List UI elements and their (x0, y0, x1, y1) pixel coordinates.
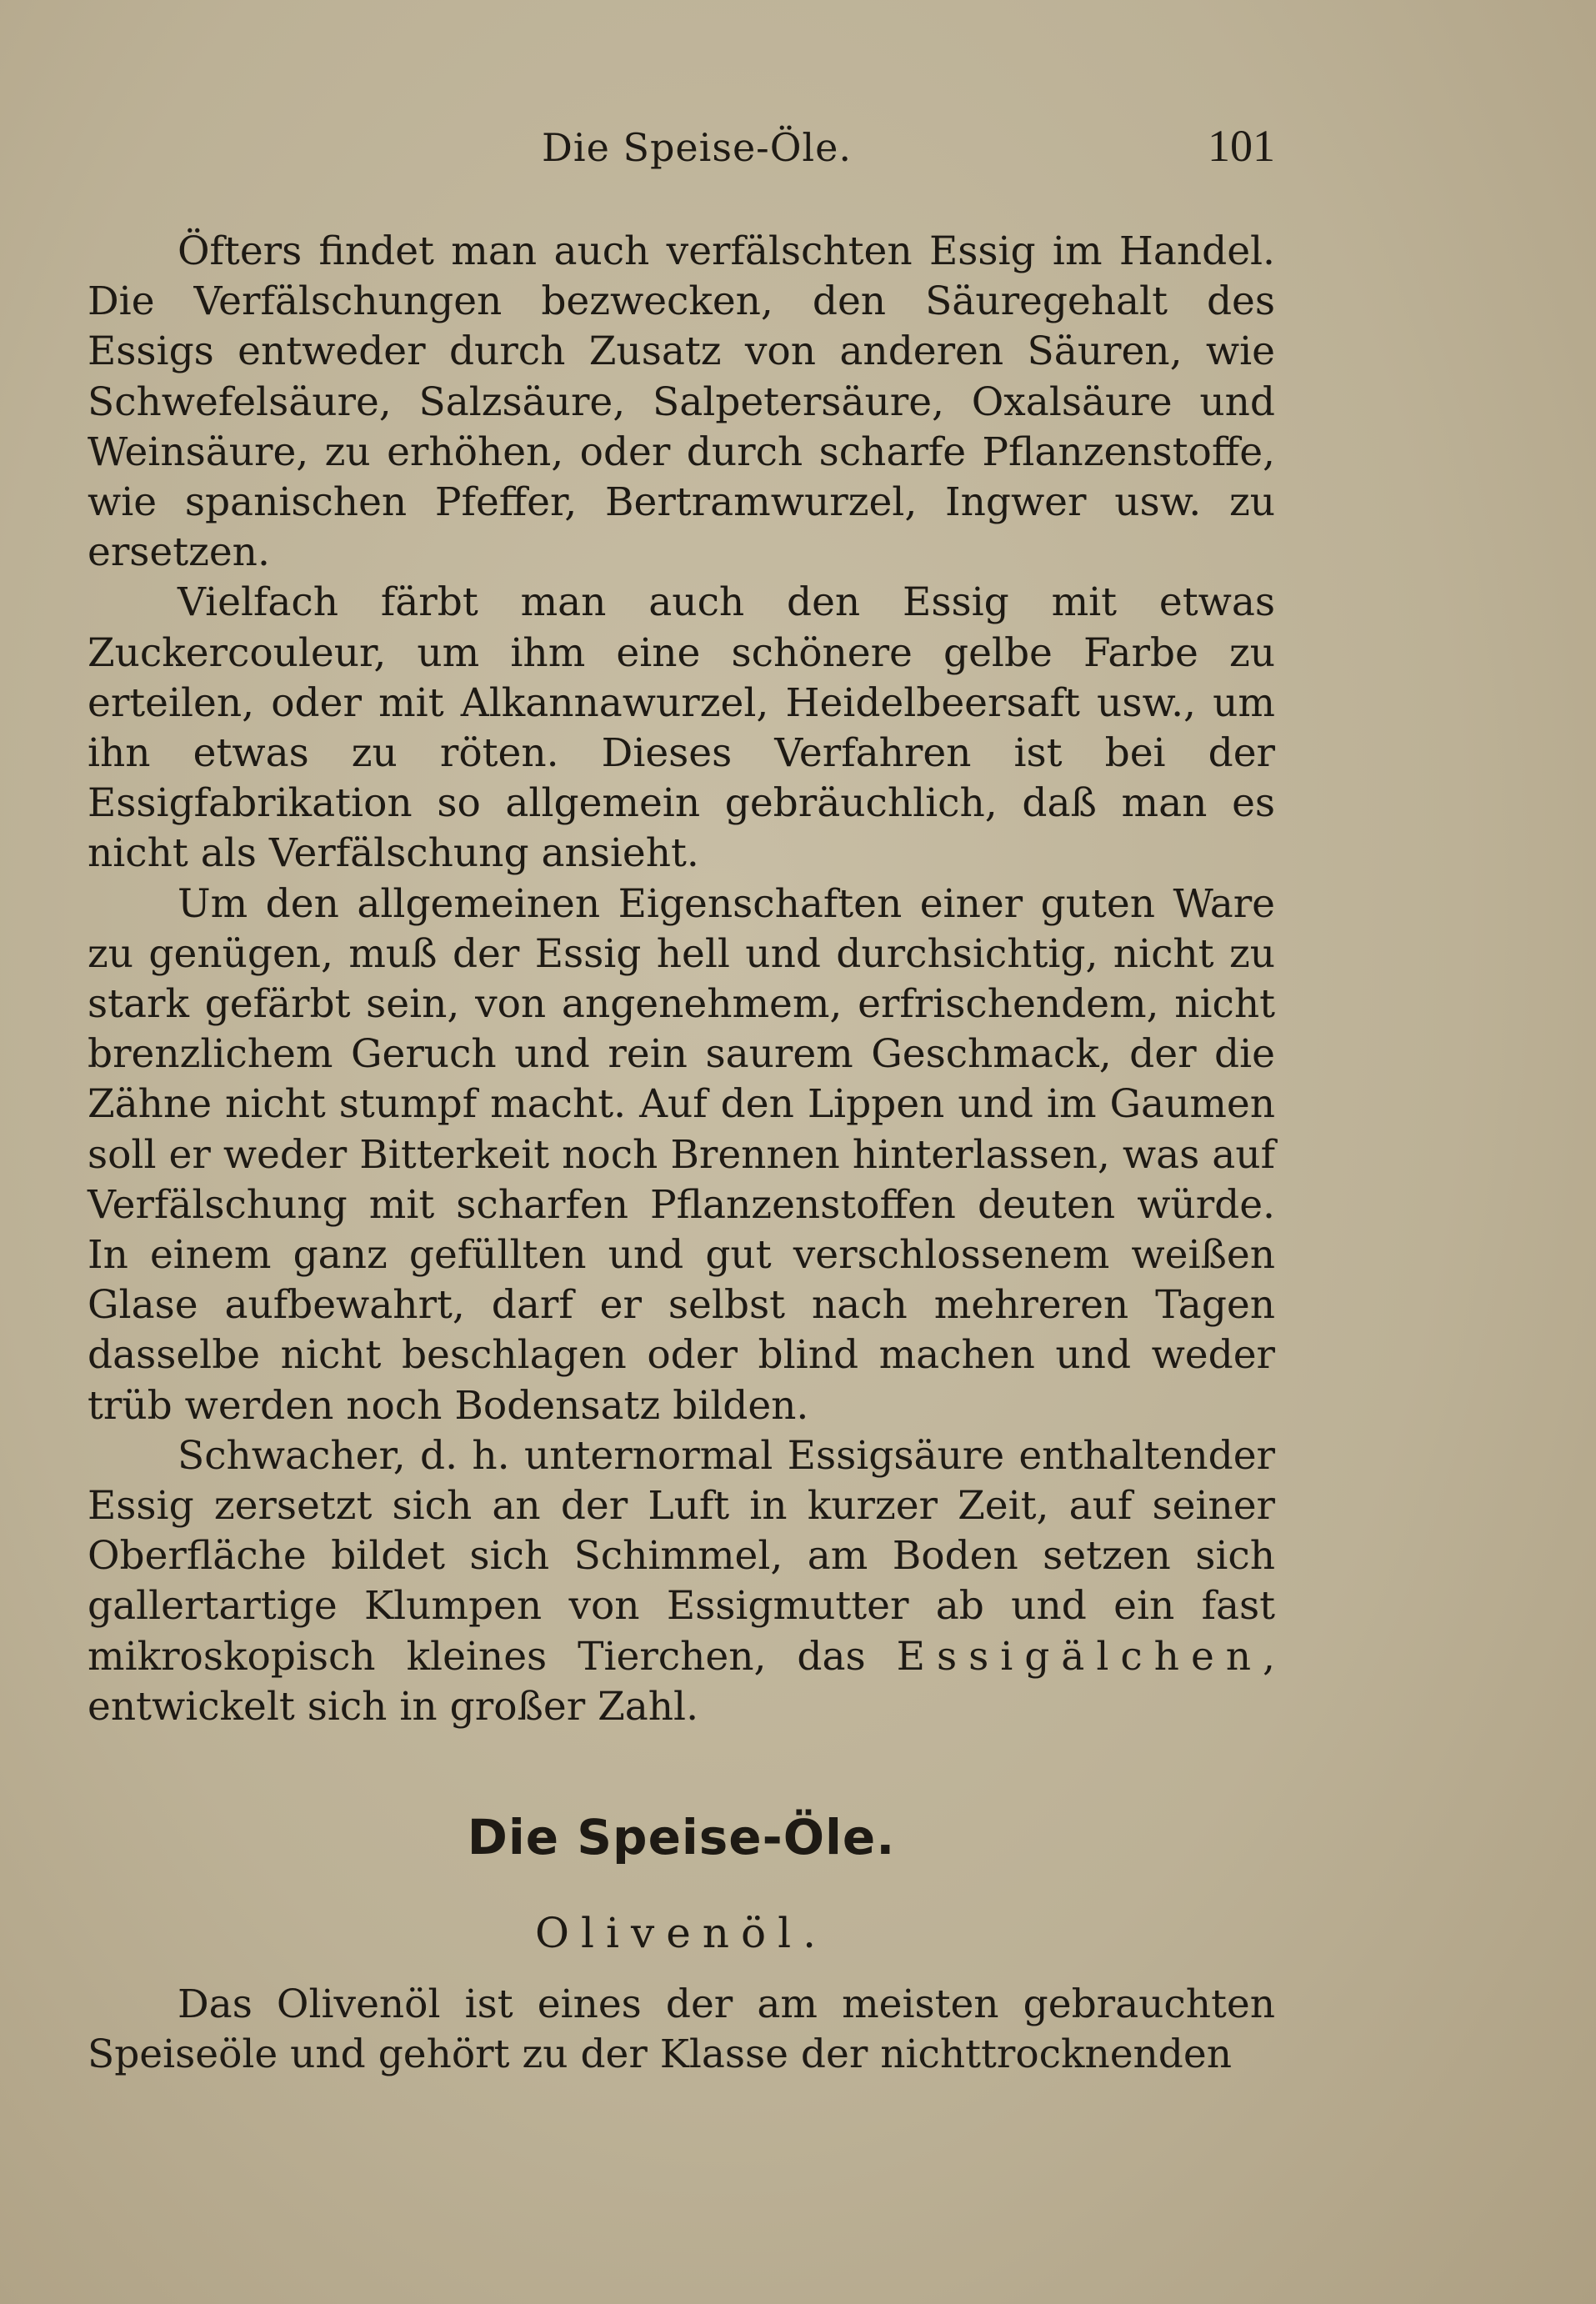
paragraph-4 (88, 1431, 1275, 1732)
section-heading: Die Speise-Öle. (467, 1809, 896, 1866)
paragraph-1: Öfters findet man auch verfälschten Essig im Handel. Die Verfälschungen bezwecken, den Säuregehalt des Essigs entweder durch Zusatz von anderen Säuren, wie Schwefelsäure, Salzsäure, Salpetersäure, Oxalsäure und Weinsäure, zu erhöhen, oder durch scharfe Pflanzenstoffe, wie spanischen Pfeffer, Bertramwurzel, Ingwer usw. zu ersetzen. (88, 228, 1275, 576)
paragraph-4-end: , entwickelt sich in großer Zahl. (88, 1633, 1275, 1730)
running-title: Die Speise-Öle. (542, 125, 852, 170)
paragraph-2: Vielfach färbt man auch den Essig mit etwas Zuckercouleur, um ihm eine schönere gelbe Farbe zu erteilen, oder mit Alkannawurzel, Heidelbeersaft usw., um ihn etwas zu röten. Dieses Verfahren ist bei der Essigfabrikation so allgemein gebräuchlich, daß man es nicht als Verfälschung ansieht. (88, 579, 1275, 877)
section-paragraph: Das Olivenöl ist eines der am meisten gebrauchten Speiseöle und gehört zu der Klasse der nichttrocknenden (88, 1981, 1275, 2078)
subsection-heading: Olivenöl. (535, 1909, 828, 1957)
paragraph-3: Um den allgemeinen Eigenschaften einer guten Ware zu genügen, muß der Essig hell und durchsichtig, nicht zu stark gefärbt sein, von angenehmem, erfrischendem, nicht brenzlichem Geruch und rein saurem Geschmack, der die Zähne nicht stumpf macht. Auf den Lippen und im Gaumen soll er weder Bitterkeit noch Brennen hinterlassen, was auf Verfälschung mit scharfen Pflanzenstoffen deuten würde. In einem ganz gefüllten und gut verschlossenem weißen Glase aufbewahrt, darf er selbst nach mehreren Tagen dasselbe nicht beschlagen oder blind machen und weder trüb werden noch Bodensatz bilden. (88, 880, 1275, 1429)
emphasized-term: Essigälchen (896, 1633, 1263, 1680)
page-number: 101 (1208, 121, 1275, 171)
section-body (88, 1980, 1275, 2080)
body-text (88, 227, 1275, 1732)
paragraph-4-text: Schwacher, d. h. unternormal Essigsäure enthaltender Essig zersetzt sich an der Luft in kurzer Zeit, auf seiner Oberfläche bildet sich Schimmel, am Boden setzen sich gallertartige Klumpen von Essigmutter ab und ein fast mikroskopisch kleines Tierchen, das (88, 1432, 1275, 1680)
running-head (88, 121, 1275, 183)
